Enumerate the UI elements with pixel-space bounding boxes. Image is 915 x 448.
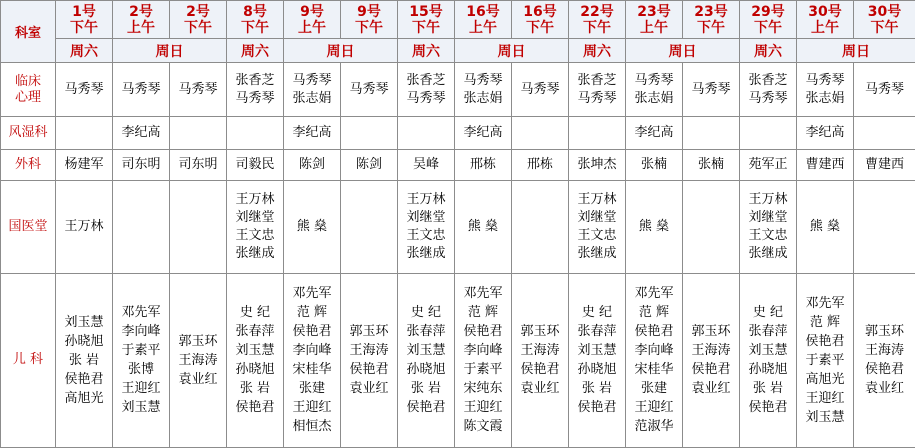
table-row	[1, 117, 915, 150]
weekday-header: 周日	[626, 39, 740, 63]
column-header	[113, 1, 170, 39]
weekday-header: 周六	[398, 39, 455, 63]
schedule-cell: 张坤杰	[569, 150, 626, 181]
schedule-cell	[170, 117, 227, 150]
department-label: 儿 科	[1, 273, 56, 447]
schedule-cell: 马秀琴 张志娟	[797, 63, 854, 117]
schedule-cell: 郭玉环 王海涛 侯艳君 袁业红	[512, 273, 569, 447]
column-header	[626, 1, 683, 39]
column-header	[227, 1, 284, 39]
schedule-cell: 张楠	[683, 150, 740, 181]
date-label: 29号	[751, 3, 785, 20]
schedule-cell	[113, 181, 170, 273]
schedule-cell	[683, 117, 740, 150]
schedule-cell	[740, 117, 797, 150]
date-label: 9号	[300, 3, 324, 20]
schedule-cell: 吴峰	[398, 150, 455, 181]
schedule-cell: 邢栋	[512, 150, 569, 181]
header-weekday-row	[1, 39, 915, 63]
schedule-cell: 曹建西	[854, 150, 915, 181]
schedule-cell: 司毅民	[227, 150, 284, 181]
schedule-cell	[512, 181, 569, 273]
schedule-cell	[341, 117, 398, 150]
schedule-cell: 张楠	[626, 150, 683, 181]
schedule-cell: 邓先军 范 辉 侯艳君 李向峰 宋桂华 张建 王迎红 相恒杰	[284, 273, 341, 447]
column-header	[740, 1, 797, 39]
schedule-cell: 司东明	[113, 150, 170, 181]
header-date-row	[1, 1, 915, 39]
schedule-cell: 王万林 刘继堂 王文忠 张继成	[398, 181, 455, 273]
column-header	[683, 1, 740, 39]
schedule-cell: 苑军正	[740, 150, 797, 181]
shift-label: 下午	[526, 19, 554, 36]
schedule-cell: 邓先军 李向峰 于素平 张博 王迎红 刘玉慧	[113, 273, 170, 447]
schedule-cell: 王万林 刘继堂 王文忠 张继成	[227, 181, 284, 273]
date-label: 23号	[694, 3, 728, 20]
schedule-cell	[854, 117, 915, 150]
schedule-cell: 张香芝 马秀琴	[740, 63, 797, 117]
shift-label: 下午	[754, 19, 782, 36]
schedule-cell: 张香芝 马秀琴	[569, 63, 626, 117]
schedule-cell: 马秀琴	[683, 63, 740, 117]
schedule-cell: 熊 燊	[455, 181, 512, 273]
schedule-cell: 史 纪 张春萍 刘玉慧 孙晓旭 张 岩 侯艳君	[398, 273, 455, 447]
schedule-cell: 熊 燊	[797, 181, 854, 273]
schedule-cell: 李纪高	[113, 117, 170, 150]
date-label: 9号	[357, 3, 381, 20]
date-label: 8号	[243, 3, 267, 20]
weekday-header: 周六	[740, 39, 797, 63]
column-header	[341, 1, 398, 39]
column-header	[398, 1, 455, 39]
schedule-cell: 马秀琴	[854, 63, 915, 117]
schedule-cell: 陈剑	[284, 150, 341, 181]
shift-label: 下午	[184, 19, 212, 36]
schedule-cell: 邓先军 范 辉 侯艳君 于素平 高旭光 王迎红 刘玉慧	[797, 273, 854, 447]
schedule-cell	[854, 181, 915, 273]
schedule-cell: 史 纪 张春萍 刘玉慧 孙晓旭 张 岩 侯艳君	[569, 273, 626, 447]
schedule-cell: 马秀琴 张志娟	[626, 63, 683, 117]
column-header	[854, 1, 915, 39]
schedule-cell: 王万林 刘继堂 王文忠 张继成	[569, 181, 626, 273]
schedule-cell: 郭玉环 王海涛 侯艳君 袁业红	[683, 273, 740, 447]
department-label: 外科	[1, 150, 56, 181]
schedule-cell: 马秀琴 张志娟	[455, 63, 512, 117]
shift-label: 上午	[298, 19, 326, 36]
date-label: 15号	[409, 3, 443, 20]
dept-header: 科室	[1, 1, 56, 63]
shift-label: 下午	[70, 19, 98, 36]
schedule-cell: 张香芝 马秀琴	[227, 63, 284, 117]
schedule-cell	[683, 181, 740, 273]
weekday-header: 周六	[56, 39, 113, 63]
shift-label: 上午	[469, 19, 497, 36]
department-label: 风湿科	[1, 117, 56, 150]
weekday-header: 周日	[284, 39, 398, 63]
schedule-cell	[227, 117, 284, 150]
column-header	[512, 1, 569, 39]
column-header	[170, 1, 227, 39]
table-row	[1, 181, 915, 273]
schedule-cell: 史 纪 张春萍 刘玉慧 孙晓旭 张 岩 侯艳君	[227, 273, 284, 447]
schedule-cell: 郭玉环 王海涛 袁业红	[170, 273, 227, 447]
schedule-cell	[512, 117, 569, 150]
schedule-cell: 李纪高	[455, 117, 512, 150]
table-row	[1, 273, 915, 447]
column-header	[797, 1, 854, 39]
schedule-cell: 杨建军	[56, 150, 113, 181]
date-label: 2号	[186, 3, 210, 20]
weekday-header: 周日	[455, 39, 569, 63]
column-header	[455, 1, 512, 39]
schedule-cell	[569, 117, 626, 150]
schedule-cell	[170, 181, 227, 273]
department-label: 国医堂	[1, 181, 56, 273]
schedule-cell: 熊 燊	[284, 181, 341, 273]
weekday-header: 周六	[569, 39, 626, 63]
date-label: 16号	[523, 3, 557, 20]
shift-label: 下午	[583, 19, 611, 36]
schedule-cell: 邢栋	[455, 150, 512, 181]
schedule-cell: 邓先军 范 辉 侯艳君 李向峰 宋桂华 张建 王迎红 范淑华	[626, 273, 683, 447]
schedule-cell: 马秀琴 张志娟	[284, 63, 341, 117]
schedule-cell	[56, 117, 113, 150]
date-label: 2号	[129, 3, 153, 20]
schedule-cell: 李纪高	[797, 117, 854, 150]
schedule-cell: 马秀琴	[113, 63, 170, 117]
weekday-header: 周六	[227, 39, 284, 63]
department-label: 临床 心理	[1, 63, 56, 117]
schedule-cell: 刘玉慧 孙晓旭 张 岩 侯艳君 高旭光	[56, 273, 113, 447]
column-header	[56, 1, 113, 39]
date-label: 30号	[808, 3, 842, 20]
schedule-cell: 邓先军 范 辉 侯艳君 李向峰 于素平 宋纯东 王迎红 陈文霞	[455, 273, 512, 447]
schedule-cell: 马秀琴	[341, 63, 398, 117]
shift-label: 下午	[870, 19, 899, 36]
shift-label: 下午	[697, 19, 725, 36]
schedule-cell: 郭玉环 王海涛 侯艳君 袁业红	[341, 273, 398, 447]
schedule-cell: 史 纪 张春萍 刘玉慧 孙晓旭 张 岩 侯艳君	[740, 273, 797, 447]
schedule-cell: 王万林	[56, 181, 113, 273]
date-label: 23号	[637, 3, 671, 20]
table-row	[1, 63, 915, 117]
schedule-cell: 曹建西	[797, 150, 854, 181]
date-label: 1号	[72, 3, 96, 20]
shift-label: 上午	[811, 19, 839, 36]
shift-label: 下午	[412, 19, 440, 36]
schedule-cell: 陈剑	[341, 150, 398, 181]
date-label: 30号	[867, 3, 902, 20]
schedule-cell: 马秀琴	[56, 63, 113, 117]
shift-label: 下午	[241, 19, 269, 36]
date-label: 22号	[580, 3, 614, 20]
schedule-cell	[341, 181, 398, 273]
schedule-cell: 司东明	[170, 150, 227, 181]
schedule-cell: 熊 燊	[626, 181, 683, 273]
weekday-header: 周日	[797, 39, 915, 63]
date-label: 16号	[466, 3, 500, 20]
shift-label: 下午	[355, 19, 383, 36]
schedule-cell: 马秀琴	[170, 63, 227, 117]
schedule-cell: 李纪高	[284, 117, 341, 150]
schedule-cell: 王万林 刘继堂 王文忠 张继成	[740, 181, 797, 273]
schedule-cell	[398, 117, 455, 150]
shift-label: 上午	[127, 19, 155, 36]
column-header	[569, 1, 626, 39]
schedule-cell: 郭玉环 王海涛 侯艳君 袁业红	[854, 273, 915, 447]
schedule-cell: 张香芝 马秀琴	[398, 63, 455, 117]
schedule-cell: 马秀琴	[512, 63, 569, 117]
weekday-header: 周日	[113, 39, 227, 63]
column-header	[284, 1, 341, 39]
table-row	[1, 150, 915, 181]
schedule-cell: 李纪高	[626, 117, 683, 150]
shift-label: 上午	[640, 19, 668, 36]
